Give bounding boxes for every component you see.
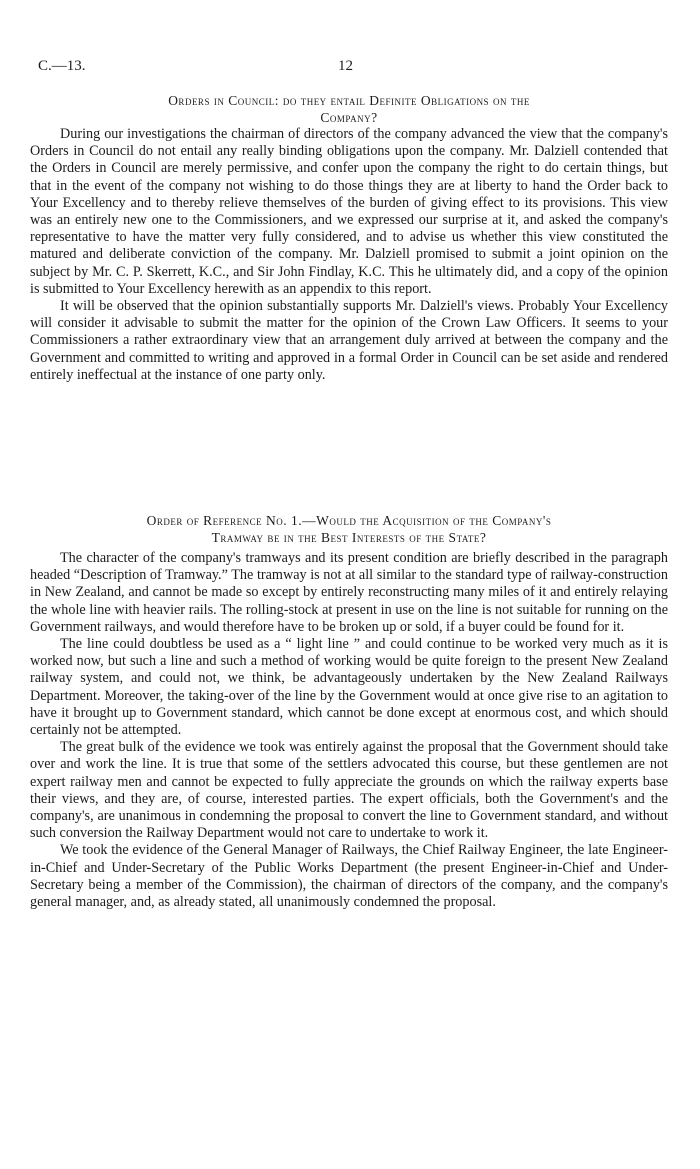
- paragraph: It will be observed that the opinion substantially supports Mr. Dalziell's views. Probably Your Excellency will consider it advisable to submit the matter for the opinion of the Crown Law Officers. It seems to your Commissioners a rather extraordinary view that an arrangement duly arrived at between the company and the Government and committed to writing and approved in a formal Order in Council can be set aside and rendered entirely ineffectual at the instance of one party only.: [30, 298, 668, 383]
- paragraph: We took the evidence of the General Manager of Railways, the Chief Railway Engineer, the late Engineer-in-Chief and Under-Secretary of the Public Works Department (the present Engineer-in-Chief and Under-Secretary being a member of the Commission), the chairman of directors of the company, and the company's general manager, and, as already stated, all unanimously condemned the proposal.: [30, 842, 668, 911]
- page-number: 12: [338, 58, 353, 74]
- paragraph: The great bulk of the evidence we took was entirely against the proposal that the Government should take over and work the line. It is true that some of the settlers advocated this course, but these gentlemen are not expert railway men and cannot be expected to fully appreciate the grounds on which the railway experts base their views, and they are, of course, interested parties. The expert officials, both the Government's and the company's, are unanimous in condemning the proposal to convert the line to Government standard, and without such conversion the Railway Department would not care to undertake to work it.: [30, 739, 668, 842]
- heading-line: Order of Reference No. 1.—Would the Acquisition of the Company's: [146, 513, 552, 528]
- report-reference: C.—13.: [38, 58, 86, 74]
- paragraph: The character of the company's tramways and its present condition are briefly described in the paragraph headed “Description of Tramway.” The tramway is not at all similar to the standard type of railway-construction in New Zealand, and cannot be made so except by entirely reconstructing many miles of it and entirely relaying the whole line with heavier rails. The rolling-stock at present in use on the line is not suitable for running on the Government railways, and would therefore have to be broken up or sold, if a buyer could be found for it.: [30, 550, 668, 635]
- paragraph: During our investigations the chairman of directors of the company advanced the view that the company's Orders in Council do not entail any really binding obligations upon the company. Mr. Dalziell contended that the Orders in Council are merely permissive, and confer upon the company the right to do certain things, but that in the event of the company not wishing to do those things they are at liberty to hand the Order back to Your Excellency and to thereby relieve themselves of the burden of giving effect to its provisions. This view was an entirely new one to the Commissioners, and we expressed our surprise at it, and asked the company's representative to have the matter very fully considered, and to advise us whether this view constituted the matured and deliberate conviction of the company. Mr. Dalziell promised to submit a joint opinion on the subject by Mr. C. P. Skerrett, K.C., and Sir John Findlay, K.C. This he ultimately did, and a copy of the opinion is submitted to Your Excellency herewith as an appendix to this report.: [30, 126, 668, 297]
- heading-line: Company?: [320, 110, 378, 125]
- section-heading: [30, 512, 668, 546]
- section-order-of-reference-1: [30, 512, 668, 911]
- section-heading: [30, 92, 668, 126]
- section-orders-in-council: [30, 92, 668, 384]
- heading-line: Orders in Council: do they entail Definite Obligations on the: [168, 93, 530, 108]
- paragraph: The line could doubtless be used as a “ light line ” and could continue to be worked very much as it is worked now, but such a line and such a method of working would be quite foreign to the present New Zealand railway system, and could not, we think, be advantageously undertaken by the New Zealand Railways Department. Moreover, the taking-over of the line by the Government would at once give rise to an agitation to have it brought up to Government standard, which cannot be done except at enormous cost, and which should certainly not be attempted.: [30, 636, 668, 739]
- heading-line: Tramway be in the Best Interests of the State?: [211, 530, 487, 545]
